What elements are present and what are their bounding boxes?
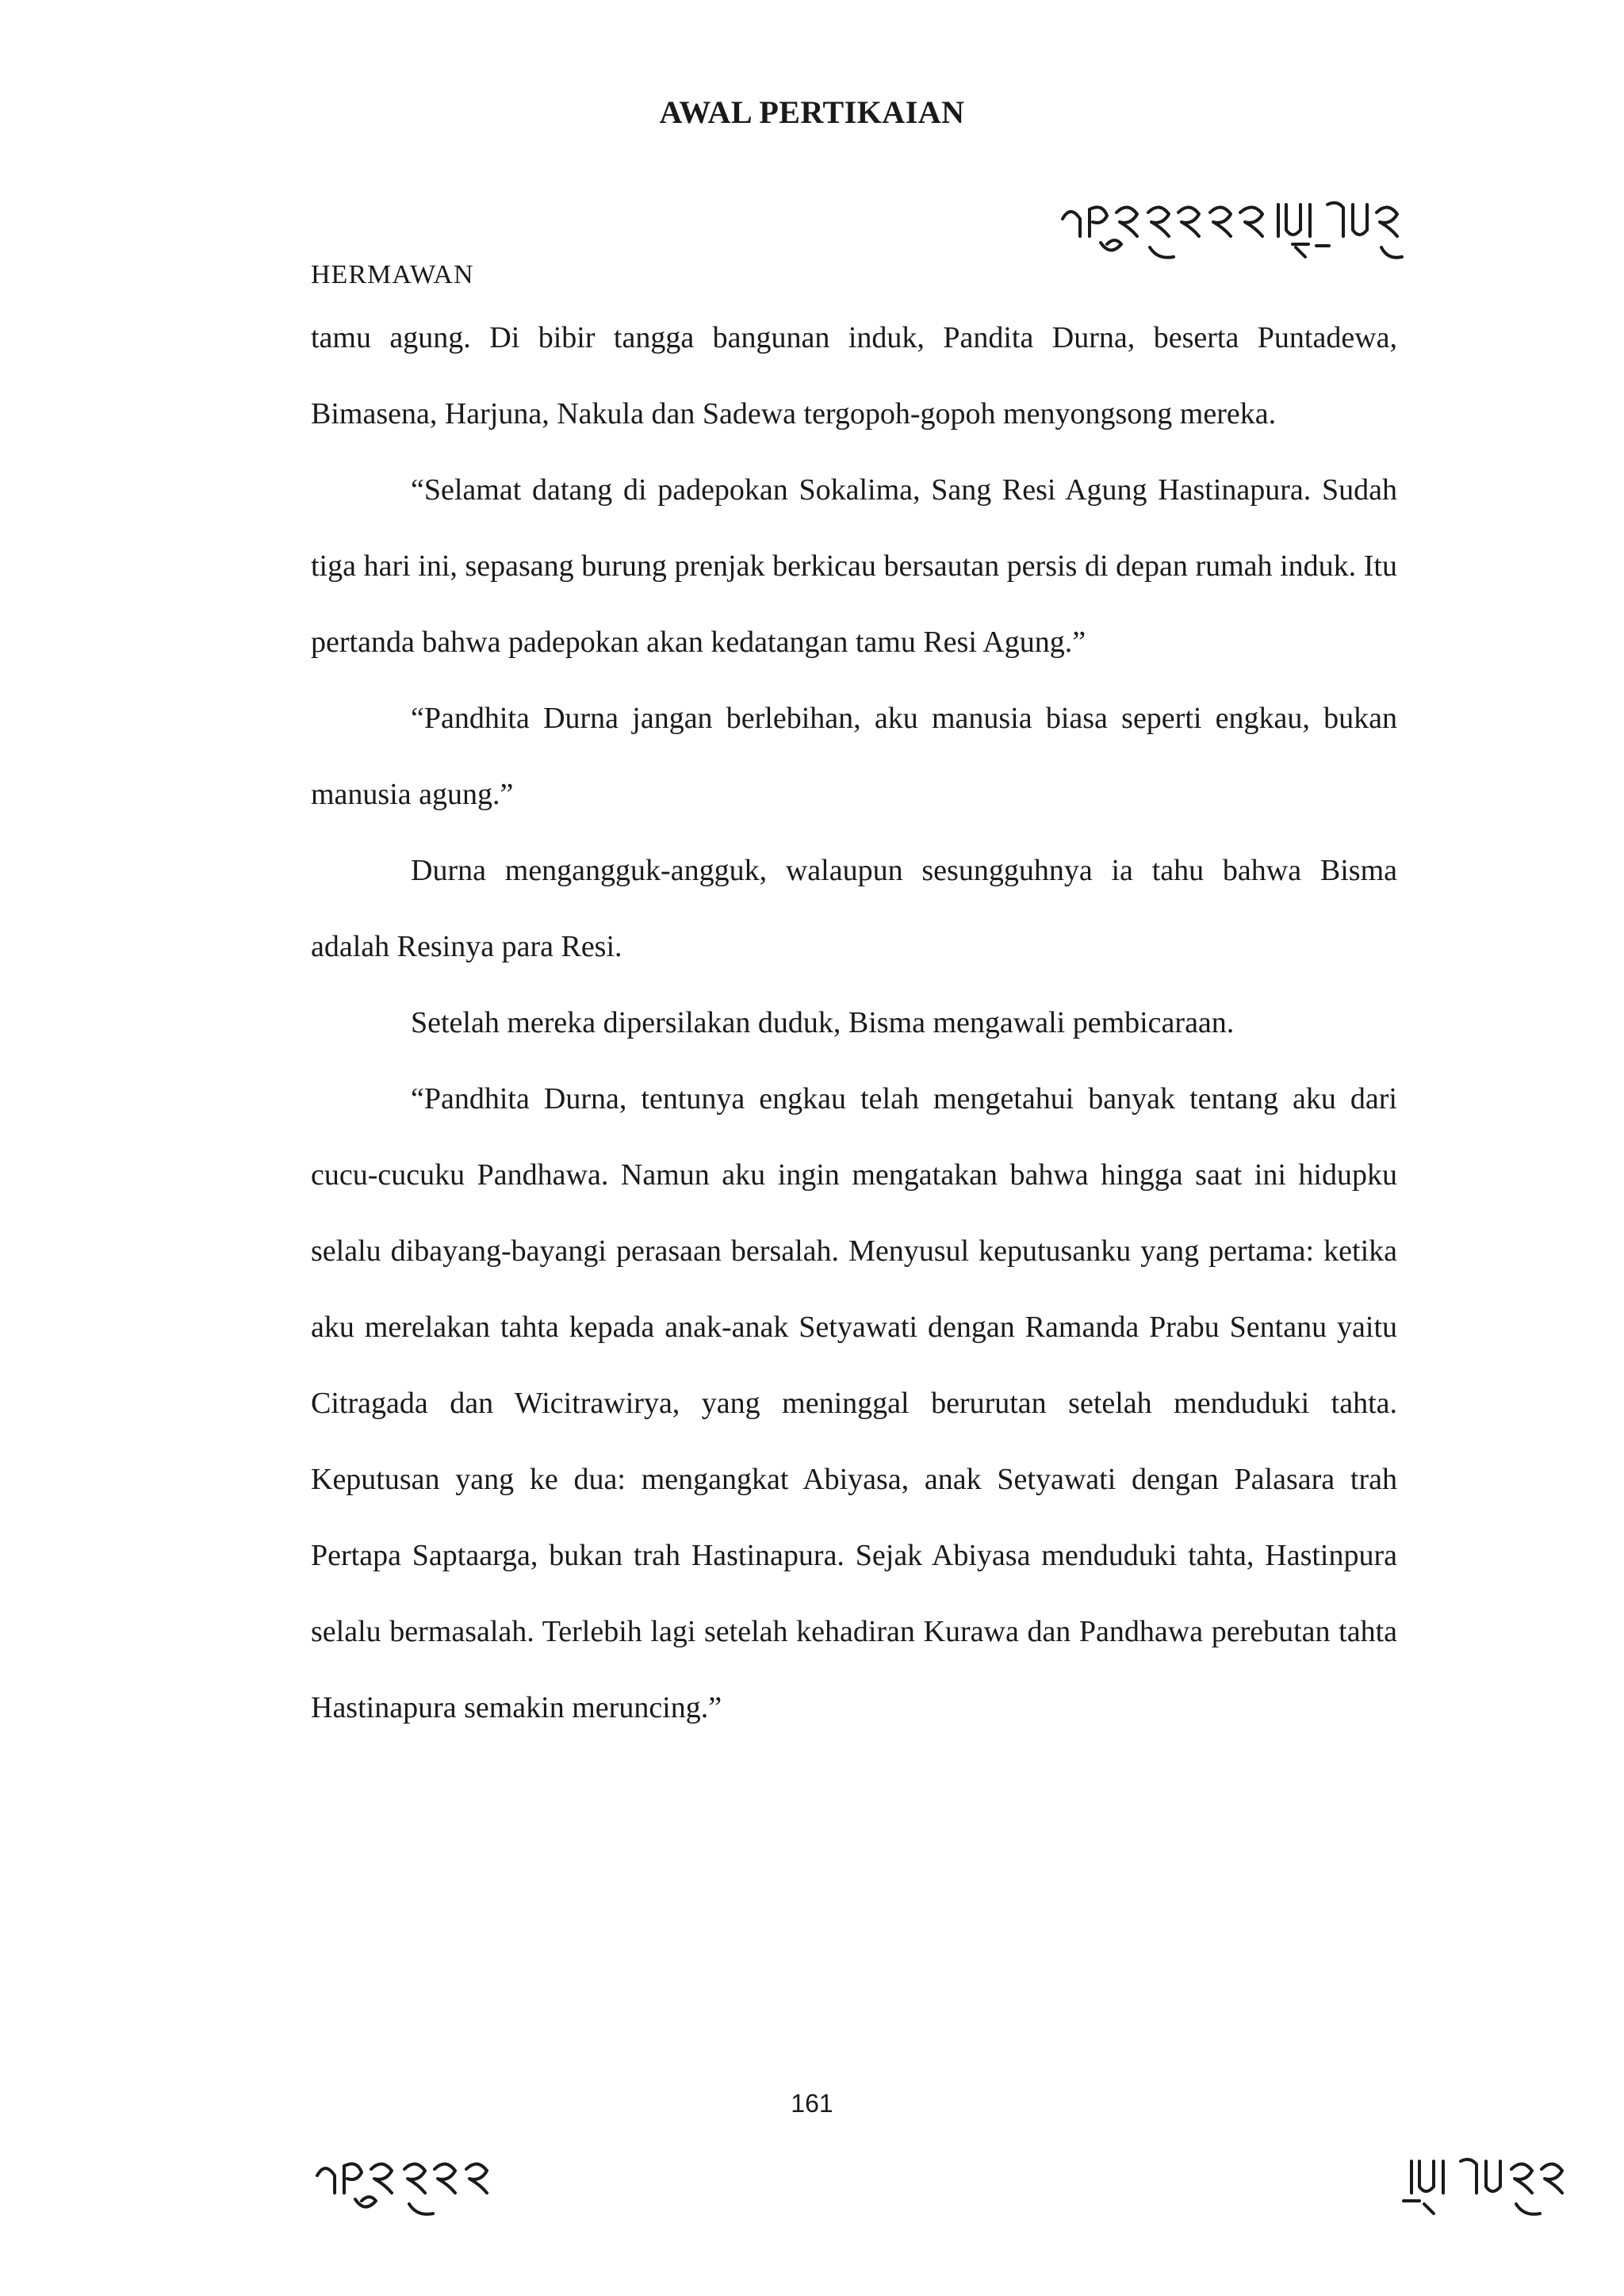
- paragraph: Setelah mereka dipersilakan duduk, Bisma mengawali pembicaraan.: [411, 1006, 1235, 1039]
- body-text: [311, 300, 1397, 1746]
- javanese-script-header-icon: [1055, 181, 1411, 268]
- author-name: HERMAWAN: [311, 260, 474, 289]
- javanese-script-footer-left-icon: [311, 2141, 501, 2220]
- paragraph: “Pandhita Durna, tentunya engkau telah mengetahui banyak tentang aku dari cucu-cucuku Pandhawa. Namun aku ingin mengatakan bahwa hingga saat ini hidupku selalu dibayang-bayangi perasaan bersalah. Menyusul keputusanku yang pertama: ketika aku merelakan tahta kepada anak-anak Setyawati dengan Ramanda Prabu Sentanu yaitu Citragada dan Wicitrawirya, yang meninggal berurutan setelah menduduki tahta. Keputusan yang ke dua: mengangkat Abiyasa, anak Setyawati dengan Palasara trah Pertapa Saptaarga, bukan trah Hastinapura. Sejak Abiyasa menduduki tahta, Hastinpura selalu bermasalah. Terlebih lagi setelah kehadiran Kurawa dan Pandhawa perebutan tahta Hastinapura semakin meruncing.”: [311, 1082, 1397, 1724]
- paragraph: tamu agung. Di bibir tangga bangunan induk, Pandita Durna, beserta Puntadewa, Bimasena, Harjuna, Nakula dan Sadewa tergopoh-gopoh menyongsong mereka.: [311, 321, 1397, 430]
- page-number: 161: [791, 2089, 833, 2118]
- paragraph: “Pandhita Durna jangan berlebihan, aku manusia biasa seperti engkau, bukan manusia agung.”: [311, 702, 1397, 811]
- page-title: AWAL PERTIKAIAN: [659, 94, 965, 130]
- javanese-script-footer-right-icon: [1396, 2141, 1570, 2220]
- paragraph: Durna mengangguk-angguk, walaupun sesungguhnya ia tahu bahwa Bisma adalah Resinya para Resi.: [311, 854, 1397, 963]
- paragraph: “Selamat datang di padepokan Sokalima, Sang Resi Agung Hastinapura. Sudah tiga hari ini, sepasang burung prenjak berkicau bersautan persis di depan rumah induk. Itu pertanda bahwa padepokan akan kedatangan tamu Resi Agung.”: [311, 473, 1397, 659]
